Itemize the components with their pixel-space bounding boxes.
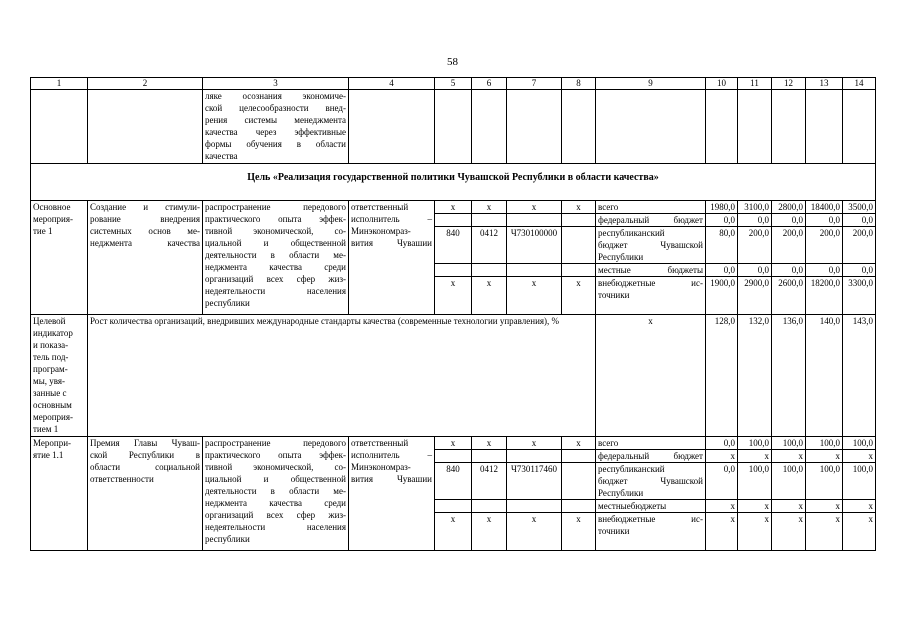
funding-source <box>596 513 706 551</box>
year-value: 100,0 <box>806 437 843 450</box>
year-value: x <box>738 513 772 551</box>
year-value: 3500,0 <box>843 201 876 214</box>
funding-source <box>596 214 706 227</box>
year-value: 0,0 <box>843 264 876 277</box>
cell-line: всего <box>598 202 619 212</box>
cell-line: организаций всех сфер жиз- <box>205 510 346 520</box>
cell-line: исполнитель – <box>351 450 432 460</box>
year-value: x <box>806 513 843 551</box>
cell-line: республики <box>205 534 250 544</box>
year-value: x <box>843 500 876 513</box>
cell-line: мы, увя- <box>33 376 66 386</box>
budget-code <box>472 264 507 277</box>
budget-code: Ч730100000 <box>507 227 562 264</box>
year-value: 0,0 <box>706 437 738 450</box>
column-number: 2 <box>88 78 203 90</box>
cell-line: ятие 1.1 <box>33 450 64 460</box>
indicator-value: 136,0 <box>772 315 806 437</box>
cell-line: неджмента качества <box>90 238 200 248</box>
budget-code: 840 <box>435 227 472 264</box>
year-value: x <box>738 500 772 513</box>
budget-code <box>472 450 507 463</box>
year-value: x <box>706 513 738 551</box>
budget-code <box>562 264 596 277</box>
column-number: 6 <box>472 78 507 90</box>
year-value: 100,0 <box>738 437 772 450</box>
cell-line: деятельности в области ме- <box>205 250 346 260</box>
year-value: 0,0 <box>706 264 738 277</box>
budget-code: x <box>507 277 562 315</box>
cell-line: деятельности в области ме- <box>205 486 346 496</box>
budget-code: x <box>435 437 472 450</box>
funding-source <box>596 277 706 315</box>
main-number <box>31 201 88 315</box>
year-value: x <box>706 500 738 513</box>
cell-line: практического опыта эффек- <box>205 450 346 460</box>
column-number: 13 <box>806 78 843 90</box>
cell-line: вития Чувашии <box>351 238 432 248</box>
cell-line: распространение передового <box>205 202 346 212</box>
column-number: 1 <box>31 78 88 90</box>
year-value: 200,0 <box>738 227 772 264</box>
budget-code <box>435 264 472 277</box>
column-number: 12 <box>772 78 806 90</box>
year-value: 0,0 <box>738 214 772 227</box>
budget-code: x <box>435 201 472 214</box>
cell-line: бюджет Чувашской <box>598 240 703 250</box>
year-value: x <box>843 450 876 463</box>
year-value: 0,0 <box>772 264 806 277</box>
budget-code: x <box>472 201 507 214</box>
cell-line: практического опыта эффек- <box>205 214 346 224</box>
column-number: 14 <box>843 78 876 90</box>
year-value: 0,0 <box>706 214 738 227</box>
empty-cell <box>435 90 472 164</box>
event-executor <box>349 437 435 551</box>
budget-code <box>472 214 507 227</box>
main-title <box>88 201 203 315</box>
cell-line: занные с <box>33 388 67 398</box>
budget-code: x <box>562 277 596 315</box>
year-value: x <box>738 450 772 463</box>
cell-line: всего <box>598 438 619 448</box>
column-number: 4 <box>349 78 435 90</box>
cell-line: системных основ ме- <box>90 226 200 236</box>
cell-line: вития Чувашии <box>351 474 432 484</box>
indicator-value: 140,0 <box>806 315 843 437</box>
budget-code: x <box>435 277 472 315</box>
year-value: 2900,0 <box>738 277 772 315</box>
budget-code: x <box>507 513 562 551</box>
empty-cell <box>31 90 88 164</box>
cell-line: тием 1 <box>33 424 59 434</box>
page-number: 58 <box>447 56 458 68</box>
column-number: 10 <box>706 78 738 90</box>
budget-code <box>435 500 472 513</box>
indicator-value: 132,0 <box>738 315 772 437</box>
cell-line: федеральный бюджет <box>598 451 703 461</box>
continued-description <box>203 90 349 164</box>
event-title <box>88 437 203 551</box>
cell-line: Меропри- <box>33 438 72 448</box>
cell-line: Республики <box>598 488 644 498</box>
cell-line: Целевой <box>33 316 66 326</box>
year-value: 18400,0 <box>806 201 843 214</box>
cell-line: ской целесообразности внед- <box>205 103 346 113</box>
budget-code: x <box>562 201 596 214</box>
cell-line: Основное <box>33 202 71 212</box>
year-value: x <box>772 450 806 463</box>
cell-line: качества <box>205 151 238 161</box>
budget-code <box>435 450 472 463</box>
event-description <box>203 437 349 551</box>
cell-line: местные бюджеты <box>598 265 703 275</box>
cell-line: ской Республики в <box>90 450 200 460</box>
year-value: 0,0 <box>806 214 843 227</box>
year-value: 100,0 <box>806 463 843 500</box>
year-value: 100,0 <box>772 463 806 500</box>
budget-code: Ч730117460 <box>507 463 562 500</box>
cell-line: республиканский <box>598 464 665 474</box>
budget-code: 0412 <box>472 227 507 264</box>
cell-line: тивной экономической, со- <box>205 462 346 472</box>
cell-line: Республики <box>598 252 644 262</box>
event-row <box>31 437 876 450</box>
cell-line: тивной экономической, со- <box>205 226 346 236</box>
column-number: 5 <box>435 78 472 90</box>
cell-line: Минэкономраз- <box>351 462 411 472</box>
funding-source <box>596 437 706 450</box>
main-row <box>31 201 876 214</box>
cell-line: рения системы менеджмента <box>205 115 346 125</box>
year-value: x <box>843 513 876 551</box>
indicator-text: Рост количества организаций, внедривших международные стандарты качества (современные технологии управления), % <box>88 315 596 437</box>
budget-code <box>507 450 562 463</box>
year-value: 100,0 <box>772 437 806 450</box>
empty-cell <box>507 90 562 164</box>
program-table <box>30 77 876 551</box>
year-value: x <box>772 500 806 513</box>
year-value: 1900,0 <box>706 277 738 315</box>
empty-cell <box>472 90 507 164</box>
cell-line: недеятельности населения <box>205 522 346 532</box>
budget-code: x <box>507 437 562 450</box>
budget-code: x <box>507 201 562 214</box>
cell-line: основным <box>33 400 72 410</box>
budget-code <box>507 214 562 227</box>
cell-line: внебюджетные ис- <box>598 514 703 524</box>
year-value: 2600,0 <box>772 277 806 315</box>
budget-code <box>562 227 596 264</box>
year-value: 2800,0 <box>772 201 806 214</box>
budget-code <box>562 463 596 500</box>
continuation-row <box>31 90 876 164</box>
cell-line: ответственный <box>351 438 409 448</box>
empty-cell <box>806 90 843 164</box>
indicator-value: 128,0 <box>706 315 738 437</box>
cell-line: федеральный бюджет <box>598 215 703 225</box>
funding-source <box>596 227 706 264</box>
year-value: x <box>806 500 843 513</box>
indicator-row <box>31 315 876 437</box>
budget-code: x <box>562 437 596 450</box>
year-value: 100,0 <box>843 437 876 450</box>
funding-source <box>596 463 706 500</box>
budget-code <box>472 500 507 513</box>
year-value: x <box>806 450 843 463</box>
column-number: 9 <box>596 78 706 90</box>
cell-line: програм- <box>33 364 68 374</box>
budget-code: x <box>472 513 507 551</box>
budget-code <box>562 214 596 227</box>
cell-line: качества через эффективные <box>205 127 346 137</box>
budget-code: x <box>435 513 472 551</box>
indicator-mark: x <box>596 315 706 437</box>
year-value: 3100,0 <box>738 201 772 214</box>
year-value: 18200,0 <box>806 277 843 315</box>
year-value: 200,0 <box>843 227 876 264</box>
cell-line: Премия Главы Чуваш- <box>90 438 200 448</box>
year-value: 0,0 <box>706 463 738 500</box>
year-value: 0,0 <box>738 264 772 277</box>
budget-code <box>507 500 562 513</box>
funding-source <box>596 450 706 463</box>
year-value: 200,0 <box>772 227 806 264</box>
budget-code: 0412 <box>472 463 507 500</box>
cell-line: циальной и общественной <box>205 474 346 484</box>
cell-line: ответственности <box>90 474 154 484</box>
cell-line: мероприя- <box>33 412 73 422</box>
cell-line: мероприя- <box>33 214 73 224</box>
cell-line: внебюджетные ис- <box>598 278 703 288</box>
empty-cell <box>88 90 203 164</box>
empty-cell <box>772 90 806 164</box>
cell-line: тие 1 <box>33 226 53 236</box>
main-description <box>203 201 349 315</box>
year-value: 0,0 <box>772 214 806 227</box>
budget-code: x <box>562 513 596 551</box>
budget-code: x <box>472 277 507 315</box>
cell-line: Минэкономраз- <box>351 226 411 236</box>
funding-source <box>596 201 706 214</box>
budget-code: x <box>472 437 507 450</box>
budget-code <box>435 214 472 227</box>
budget-code <box>562 450 596 463</box>
cell-line: распространение передового <box>205 438 346 448</box>
year-value: 0,0 <box>843 214 876 227</box>
cell-line: циальной и общественной <box>205 238 346 248</box>
cell-line: республиканский <box>598 228 665 238</box>
empty-cell <box>596 90 706 164</box>
funding-source <box>596 500 706 513</box>
empty-cell <box>843 90 876 164</box>
budget-code <box>507 264 562 277</box>
year-value: 100,0 <box>738 463 772 500</box>
year-value: 0,0 <box>806 264 843 277</box>
cell-line: бюджет Чувашской <box>598 476 703 486</box>
funding-source <box>596 264 706 277</box>
goal-row <box>31 164 876 201</box>
column-number: 3 <box>203 78 349 90</box>
cell-line: тель под- <box>33 352 69 362</box>
event-number <box>31 437 88 551</box>
indicator-value: 143,0 <box>843 315 876 437</box>
goal-heading: Цель «Реализация государственной политики Чувашской Республики в области качества» <box>31 164 876 201</box>
cell-line: индикатор <box>33 328 73 338</box>
cell-line: недеятельности населения <box>205 286 346 296</box>
empty-cell <box>738 90 772 164</box>
year-value: 80,0 <box>706 227 738 264</box>
main-executor <box>349 201 435 315</box>
cell-line: рование внедрения <box>90 214 200 224</box>
budget-code: 840 <box>435 463 472 500</box>
year-value: 200,0 <box>806 227 843 264</box>
year-value: 1980,0 <box>706 201 738 214</box>
cell-line: и показа- <box>33 340 69 350</box>
column-number: 7 <box>507 78 562 90</box>
year-value: x <box>772 513 806 551</box>
cell-line: ответственный <box>351 202 409 212</box>
cell-line: организаций всех сфер жиз- <box>205 274 346 284</box>
cell-line: Создание и стимули- <box>90 202 200 212</box>
cell-line: точники <box>598 526 630 536</box>
cell-line: республики <box>205 298 250 308</box>
year-value: 100,0 <box>843 463 876 500</box>
cell-line: исполнитель – <box>351 214 432 224</box>
empty-cell <box>349 90 435 164</box>
column-number: 11 <box>738 78 772 90</box>
cell-line: точники <box>598 290 630 300</box>
cell-line: области социальной <box>90 462 200 472</box>
cell-line: формы обучения в области <box>205 139 346 149</box>
column-number: 8 <box>562 78 596 90</box>
cell-line: неджмента качества среди <box>205 498 346 508</box>
empty-cell <box>562 90 596 164</box>
header-row <box>31 78 876 90</box>
cell-line: ляке осознания экономиче- <box>205 91 346 101</box>
cell-line: неджмента качества среди <box>205 262 346 272</box>
empty-cell <box>706 90 738 164</box>
cell-line: местныебюджеты <box>598 501 667 511</box>
indicator-label <box>31 315 88 437</box>
year-value: x <box>706 450 738 463</box>
year-value: 3300,0 <box>843 277 876 315</box>
budget-code <box>562 500 596 513</box>
